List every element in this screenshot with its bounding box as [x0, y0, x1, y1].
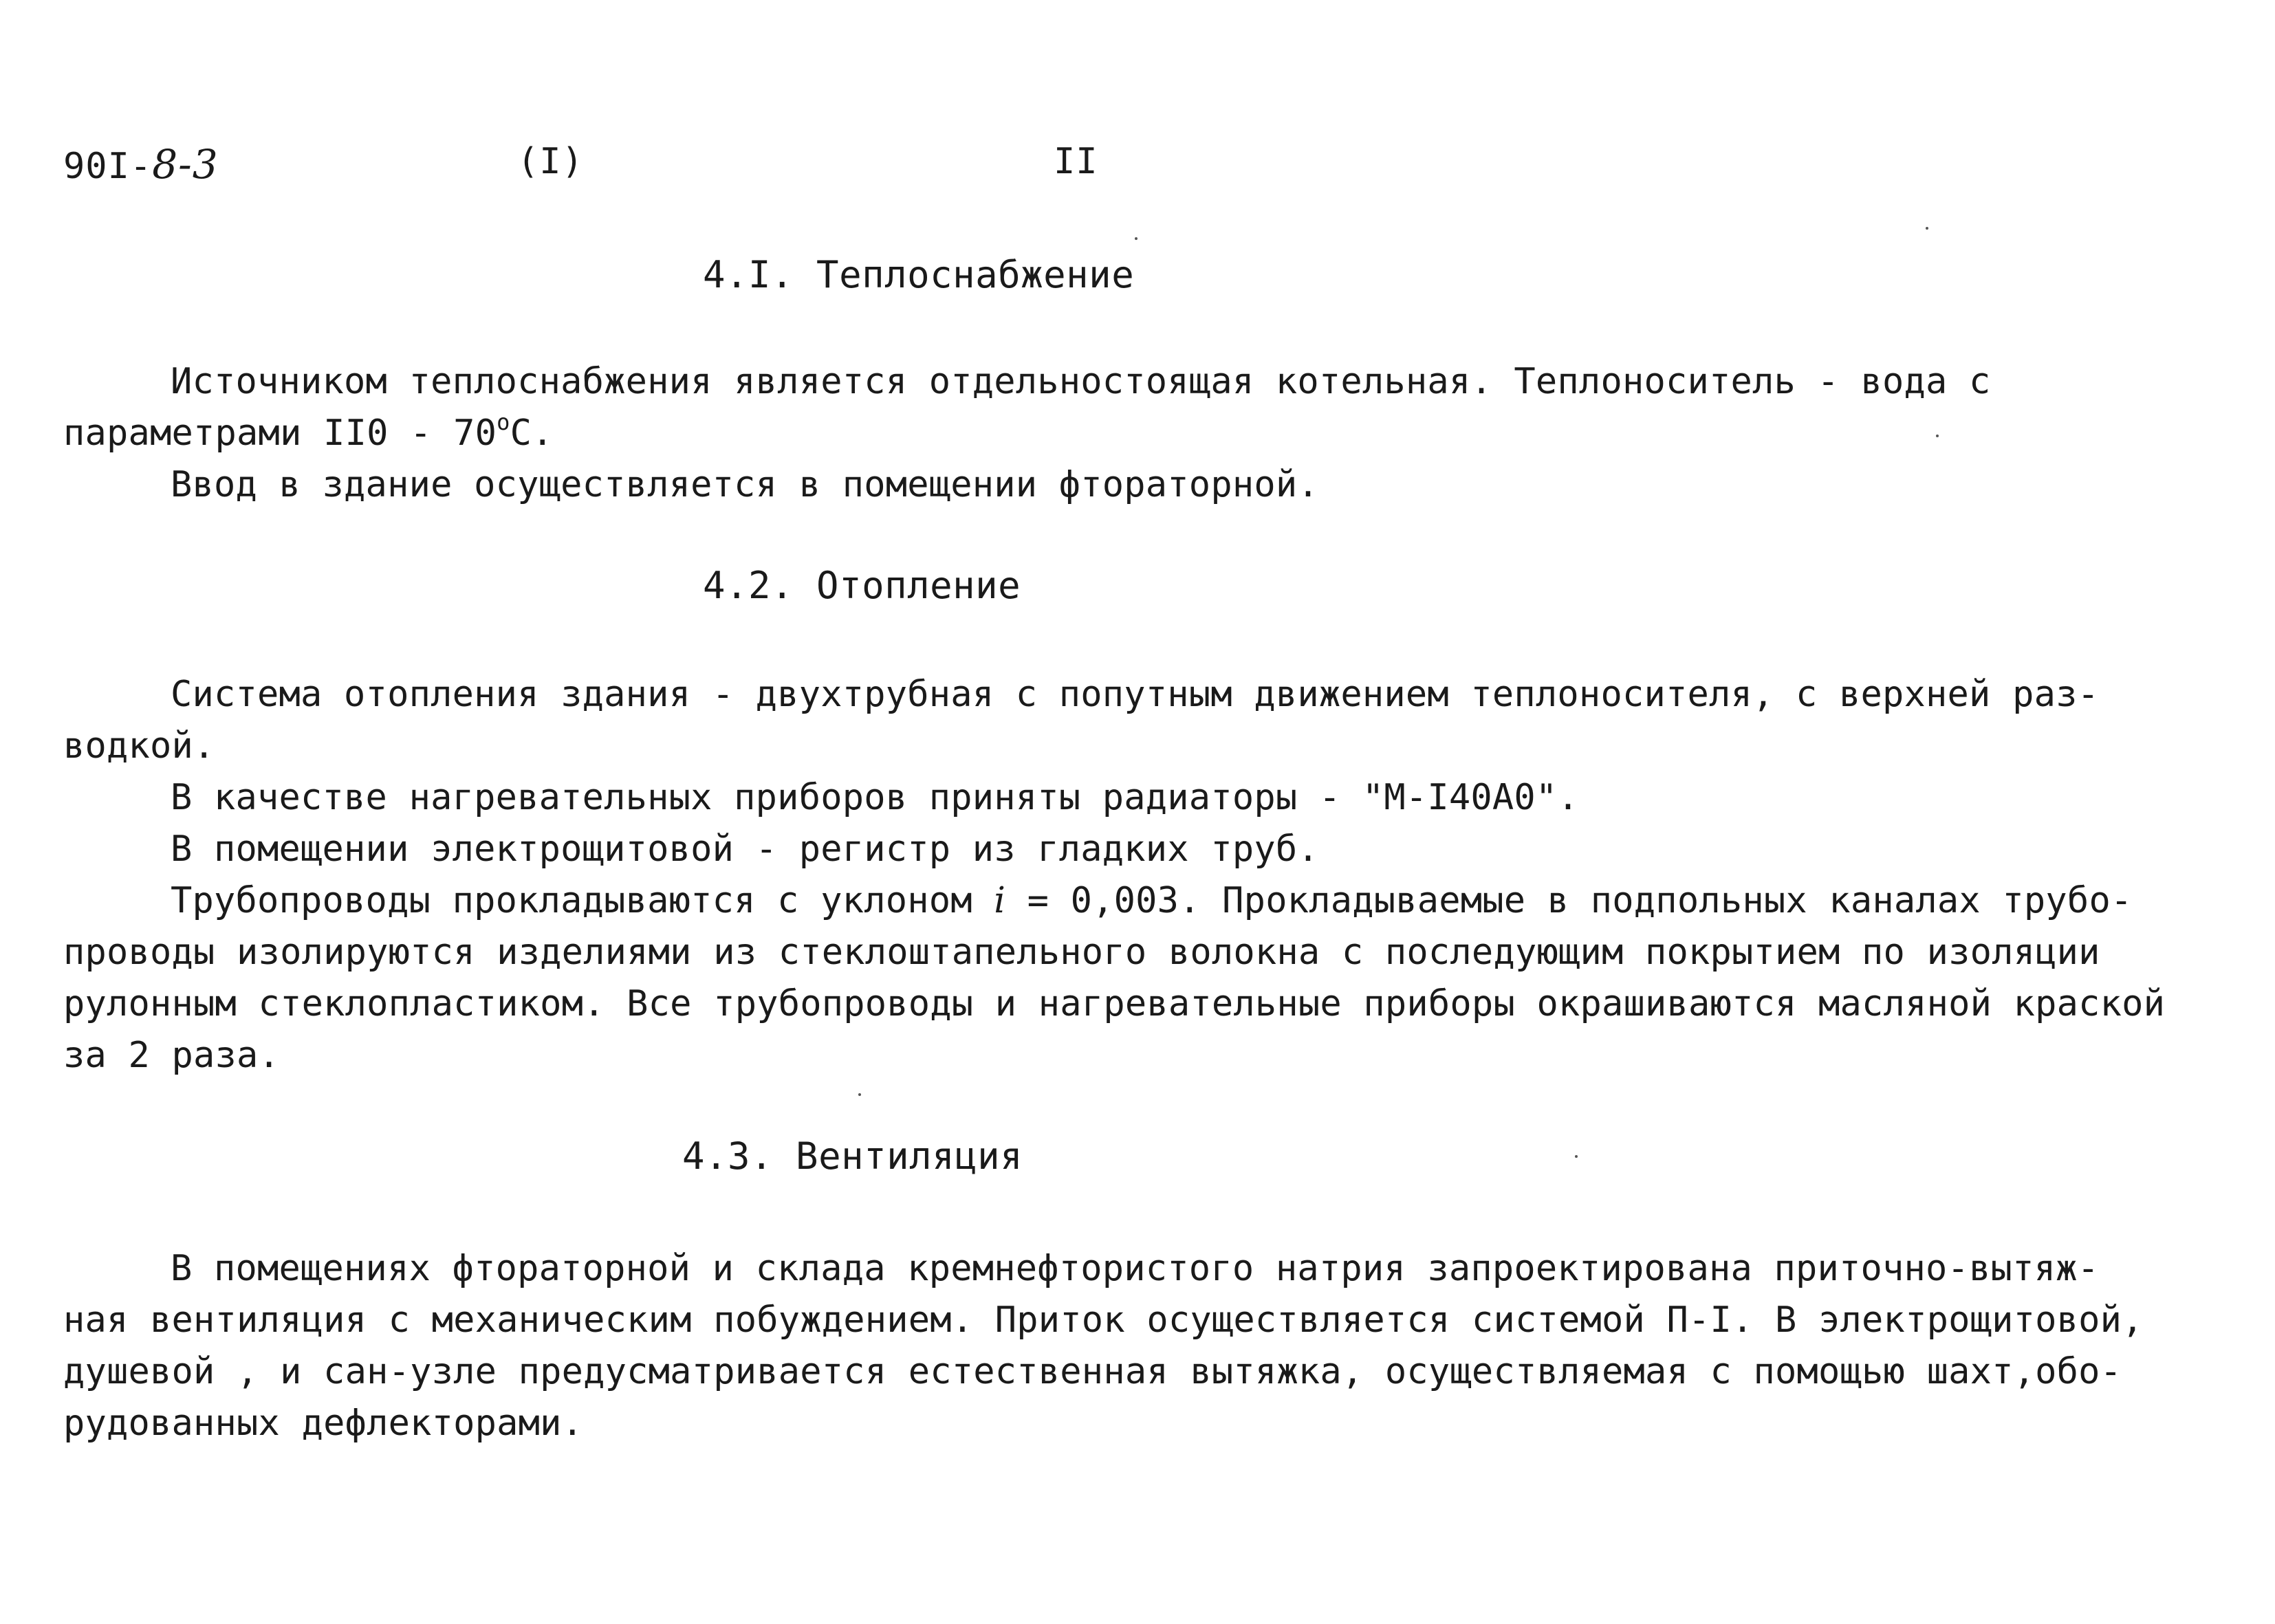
heat-supply-line-3: Ввод в здание осуществляется в помещении фтораторной. — [171, 464, 1319, 505]
heat-supply-line-2-unit: C. — [510, 413, 554, 454]
scan-speck — [1936, 435, 1939, 437]
section-heading-heating: 4.2. Отопление — [703, 564, 1021, 607]
degree-mark: o — [497, 409, 510, 435]
heating-line-7: рулонным стеклопластиком. Все трубопроводы и нагревательные приборы окрашиваются масляной краской — [63, 983, 2166, 1024]
heat-supply-line-2 — [63, 409, 554, 454]
scan-speck — [1926, 227, 1928, 230]
document-part: (I) — [517, 141, 584, 182]
heating-line-4: В помещении электрощитовой - регистр из гладких труб. — [171, 829, 1319, 870]
heating-line-5-rest: = 0,003. Прокладываемые в подпольных каналах трубо- — [1005, 880, 2133, 921]
document-code-handwritten: 8-3 — [152, 141, 219, 188]
page-number: II — [1054, 141, 1098, 182]
scan-speck — [858, 1093, 861, 1096]
section-heading-ventilation: 4.3. Вентиляция — [682, 1134, 1023, 1178]
document-code — [63, 141, 219, 188]
heat-supply-line-2-text: параметрами II0 - 70 — [63, 413, 497, 454]
heating-line-5 — [171, 880, 2132, 921]
heating-line-3: В качестве нагревательных приборов приняты радиаторы - "М-I40А0". — [171, 777, 1579, 818]
scan-speck — [1575, 1155, 1578, 1158]
heating-line-1: Система отопления здания - двухтрубная с попутным движением теплоносителя, с верхней раз- — [171, 674, 2100, 715]
slope-symbol: i — [994, 880, 1006, 921]
heating-line-6: проводы изолируются изделиями из стеклоштапельного волокна с последующим покрытием по изоляции — [63, 932, 2100, 973]
heating-line-2: водкой. — [63, 725, 215, 767]
ventilation-line-2: ная вентиляция с механическим побуждением. Приток осуществляется системой П-I. В электрощитовой, — [63, 1299, 2144, 1341]
scan-speck — [1135, 237, 1138, 240]
heat-supply-line-1: Источником теплоснабжения является отдельностоящая котельная. Теплоноситель - вода с — [171, 361, 1991, 402]
ventilation-line-3: душевой , и сан-узле предусматривается естественная вытяжка, осуществляемая с помощью шахт,обо- — [63, 1351, 2122, 1392]
document-code-prefix: 90I- — [63, 146, 153, 187]
heating-line-5-text: Трубопроводы прокладываются с уклоном — [171, 880, 994, 921]
ventilation-line-4: рудованных дефлекторами. — [63, 1403, 584, 1444]
section-heading-heat-supply: 4.I. Теплоснабжение — [703, 253, 1135, 296]
ventilation-line-1: В помещениях фтораторной и склада кремнефтористого натрия запроектирована приточно-вытяж- — [171, 1248, 2100, 1289]
heating-line-8: за 2 раза. — [63, 1035, 281, 1076]
